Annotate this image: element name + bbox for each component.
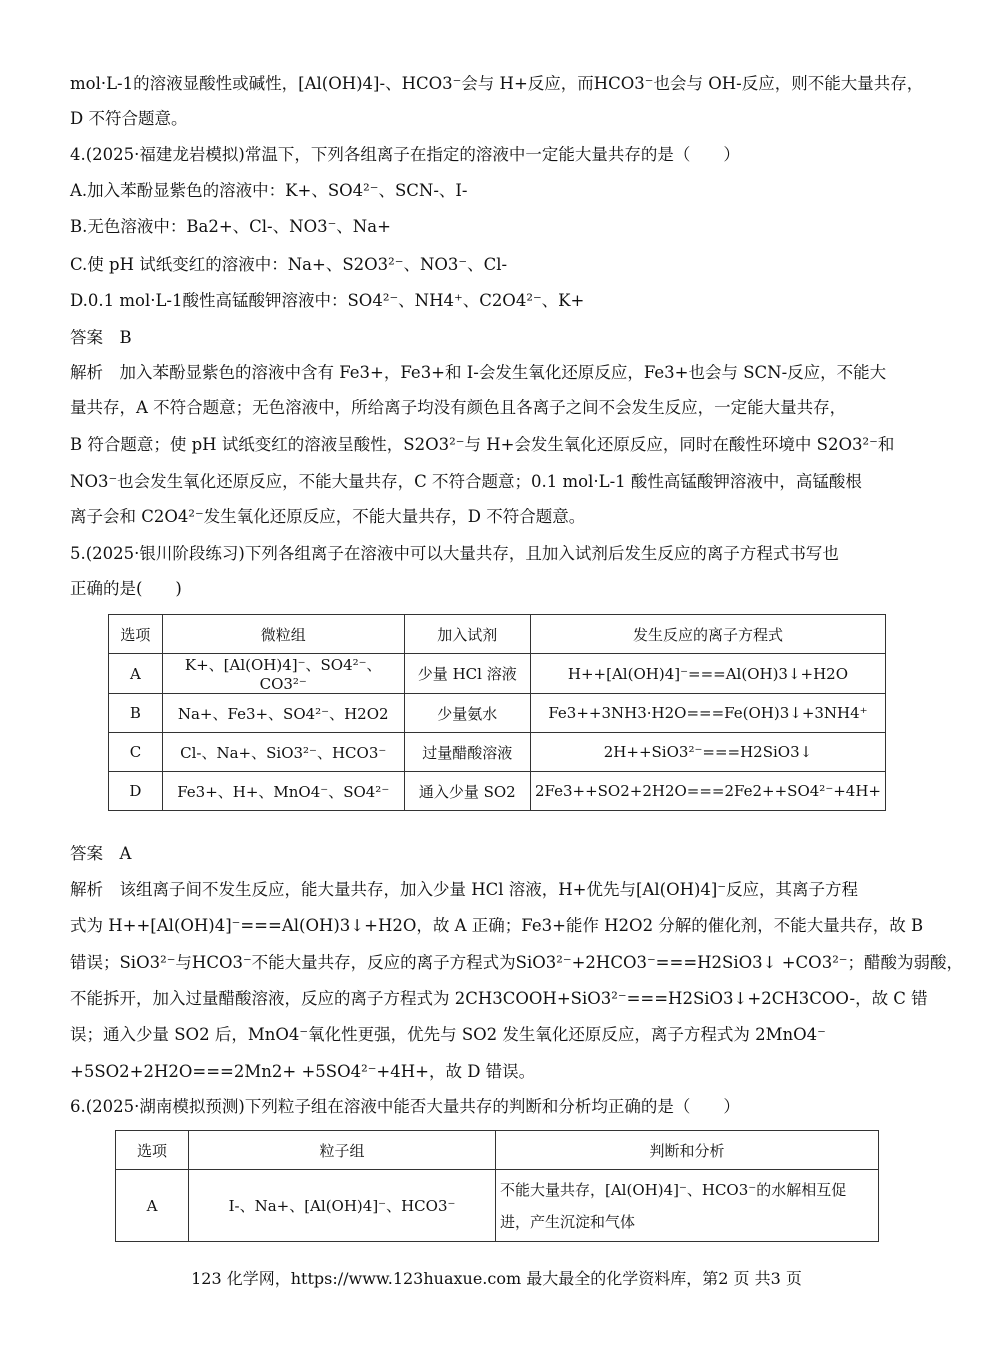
table-row xyxy=(109,772,886,811)
question-5: 5.(2025·银川阶段练习)下列各组离子在溶液中可以大量共存，且加入试剂后发生反应的离子方程式书写也 xyxy=(70,544,839,563)
analysis-line: 量共存，A 不符合题意；无色溶液中，所给离子均没有颜色且各离子之间不会发生反应，一定能大量共存， xyxy=(70,398,847,417)
page-footer: 123 化学网，https://www.123huaxue.com 最大最全的化学资料库，第2 页 共3 页 xyxy=(191,1269,802,1288)
analysis-line: 误；通入少量 SO2 后，MnO4⁻氧化性更强，优先与 SO2 发生氧化还原反应，离子方程式为 2MnO4⁻ xyxy=(70,1025,826,1044)
table-cell: 过量醋酸溶液 xyxy=(404,733,530,772)
table-row xyxy=(109,694,886,733)
question-5-cont: 正确的是( ) xyxy=(70,579,182,598)
table-cell: I-、Na+、[Al(OH)4]⁻、HCO3⁻ xyxy=(189,1170,496,1242)
question-6-table xyxy=(115,1130,879,1242)
header-cell: 判断和分析 xyxy=(496,1131,879,1170)
table-cell: A xyxy=(109,654,163,694)
header-cell: 选项 xyxy=(109,615,163,654)
option-b: B.无色溶液中：Ba2+、Cl-、NO3⁻、Na+ xyxy=(70,217,391,236)
table-cell: Fe3++3NH3·H2O===Fe(OH)3↓+3NH4⁺ xyxy=(530,694,885,733)
analysis-line: 不能拆开，加入过量醋酸溶液，反应的离子方程式为 2CH3COOH+SiO3²⁻===H2SiO3↓+2CH3COO-，故 C 错 xyxy=(70,989,928,1008)
table-cell: C xyxy=(109,733,163,772)
analysis-line: B 符合题意；使 pH 试纸变红的溶液呈酸性，S2O3²⁻与 H+会发生氧化还原反应，同时在酸性环境中 S2O3²⁻和 xyxy=(70,435,895,454)
question-5-table xyxy=(108,614,886,811)
table-cell: Na+、Fe3+、SO4²⁻、H2O2 xyxy=(162,694,404,733)
table-cell: D xyxy=(109,772,163,811)
text-line: mol·L-1的溶液显酸性或碱性，[Al(OH)4]-、HCO3⁻会与 H+反应，而HCO3⁻也会与 OH-反应，则不能大量共存， xyxy=(70,74,924,93)
cell-line: 不能大量共存，[Al(OH)4]⁻、HCO3⁻的水解相互促 xyxy=(500,1180,847,1199)
analysis-line: 式为 H++[Al(OH)4]⁻===Al(OH)3↓+H2O，故 A 正确；Fe3+能作 H2O2 分解的催化剂，不能大量共存，故 B xyxy=(70,916,924,935)
question-6: 6.(2025·湖南模拟预测)下列粒子组在溶液中能否大量共存的判断和分析均正确的是（ ） xyxy=(70,1097,740,1116)
table-cell: 少量氨水 xyxy=(404,694,530,733)
table-cell: 2H++SiO3²⁻===H2SiO3↓ xyxy=(530,733,885,772)
table-cell: Fe3+、H+、MnO4⁻、SO4²⁻ xyxy=(162,772,404,811)
option-c: C.使 pH 试纸变红的溶液中：Na+、S2O3²⁻、NO3⁻、Cl- xyxy=(70,255,508,274)
table-cell: 通入少量 SO2 xyxy=(404,772,530,811)
table-row xyxy=(109,733,886,772)
table-cell: B xyxy=(109,694,163,733)
analysis-line: 离子会和 C2O4²⁻发生氧化还原反应，不能大量共存，D 不符合题意。 xyxy=(70,507,586,526)
header-cell: 发生反应的离子方程式 xyxy=(530,615,885,654)
table-cell xyxy=(496,1170,879,1242)
table-cell: 2Fe3++SO2+2H2O===2Fe2++SO4²⁻+4H+ xyxy=(530,772,885,811)
header-cell: 微粒组 xyxy=(162,615,404,654)
header-cell: 加入试剂 xyxy=(404,615,530,654)
analysis-line: NO3⁻也会发生氧化还原反应，不能大量共存，C 不符合题意；0.1 mol·L-1 酸性高锰酸钾溶液中，高锰酸根 xyxy=(70,472,862,491)
table-cell: A xyxy=(116,1170,189,1242)
text-line: D 不符合题意。 xyxy=(70,109,188,128)
table-cell: H++[Al(OH)4]⁻===Al(OH)3↓+H2O xyxy=(530,654,885,694)
answer: 答案 A xyxy=(70,844,132,863)
table-row xyxy=(109,654,886,694)
header-cell: 粒子组 xyxy=(189,1131,496,1170)
analysis-line: 错误；SiO3²⁻与HCO3⁻不能大量共存，反应的离子方程式为SiO3²⁻+2HCO3⁻===H2SiO3↓ +CO3²⁻；醋酸为弱酸， xyxy=(70,953,964,972)
cell-line: 进，产生沉淀和气体 xyxy=(500,1212,636,1231)
table-cell: 少量 HCl 溶液 xyxy=(404,654,530,694)
answer: 答案 B xyxy=(70,328,132,347)
table-row xyxy=(116,1170,879,1242)
question-4: 4.(2025·福建龙岩模拟)常温下，下列各组离子在指定的溶液中一定能大量共存的是（ ） xyxy=(70,145,740,164)
option-d: D.0.1 mol·L-1酸性高锰酸钾溶液中：SO4²⁻、NH4⁺、C2O4²⁻、K+ xyxy=(70,291,585,310)
analysis-line: 解析 加入苯酚显紫色的溶液中含有 Fe3+，Fe3+和 I-会发生氧化还原反应，Fe3+也会与 SCN-反应，不能大 xyxy=(70,363,887,382)
analysis-line: +5SO2+2H2O===2Mn2+ +5SO4²⁻+4H+，故 D 错误。 xyxy=(70,1062,536,1081)
table-header-row xyxy=(109,615,886,654)
table-header-row xyxy=(116,1131,879,1170)
header-cell: 选项 xyxy=(116,1131,189,1170)
option-a: A.加入苯酚显紫色的溶液中：K+、SO4²⁻、SCN-、I- xyxy=(70,181,468,200)
table-cell: K+、[Al(OH)4]⁻、SO4²⁻、CO3²⁻ xyxy=(162,654,404,694)
table-cell: Cl-、Na+、SiO3²⁻、HCO3⁻ xyxy=(162,733,404,772)
analysis-line: 解析 该组离子间不发生反应，能大量共存，加入少量 HCl 溶液，H+优先与[Al(OH)4]⁻反应，其离子方程 xyxy=(70,880,859,899)
